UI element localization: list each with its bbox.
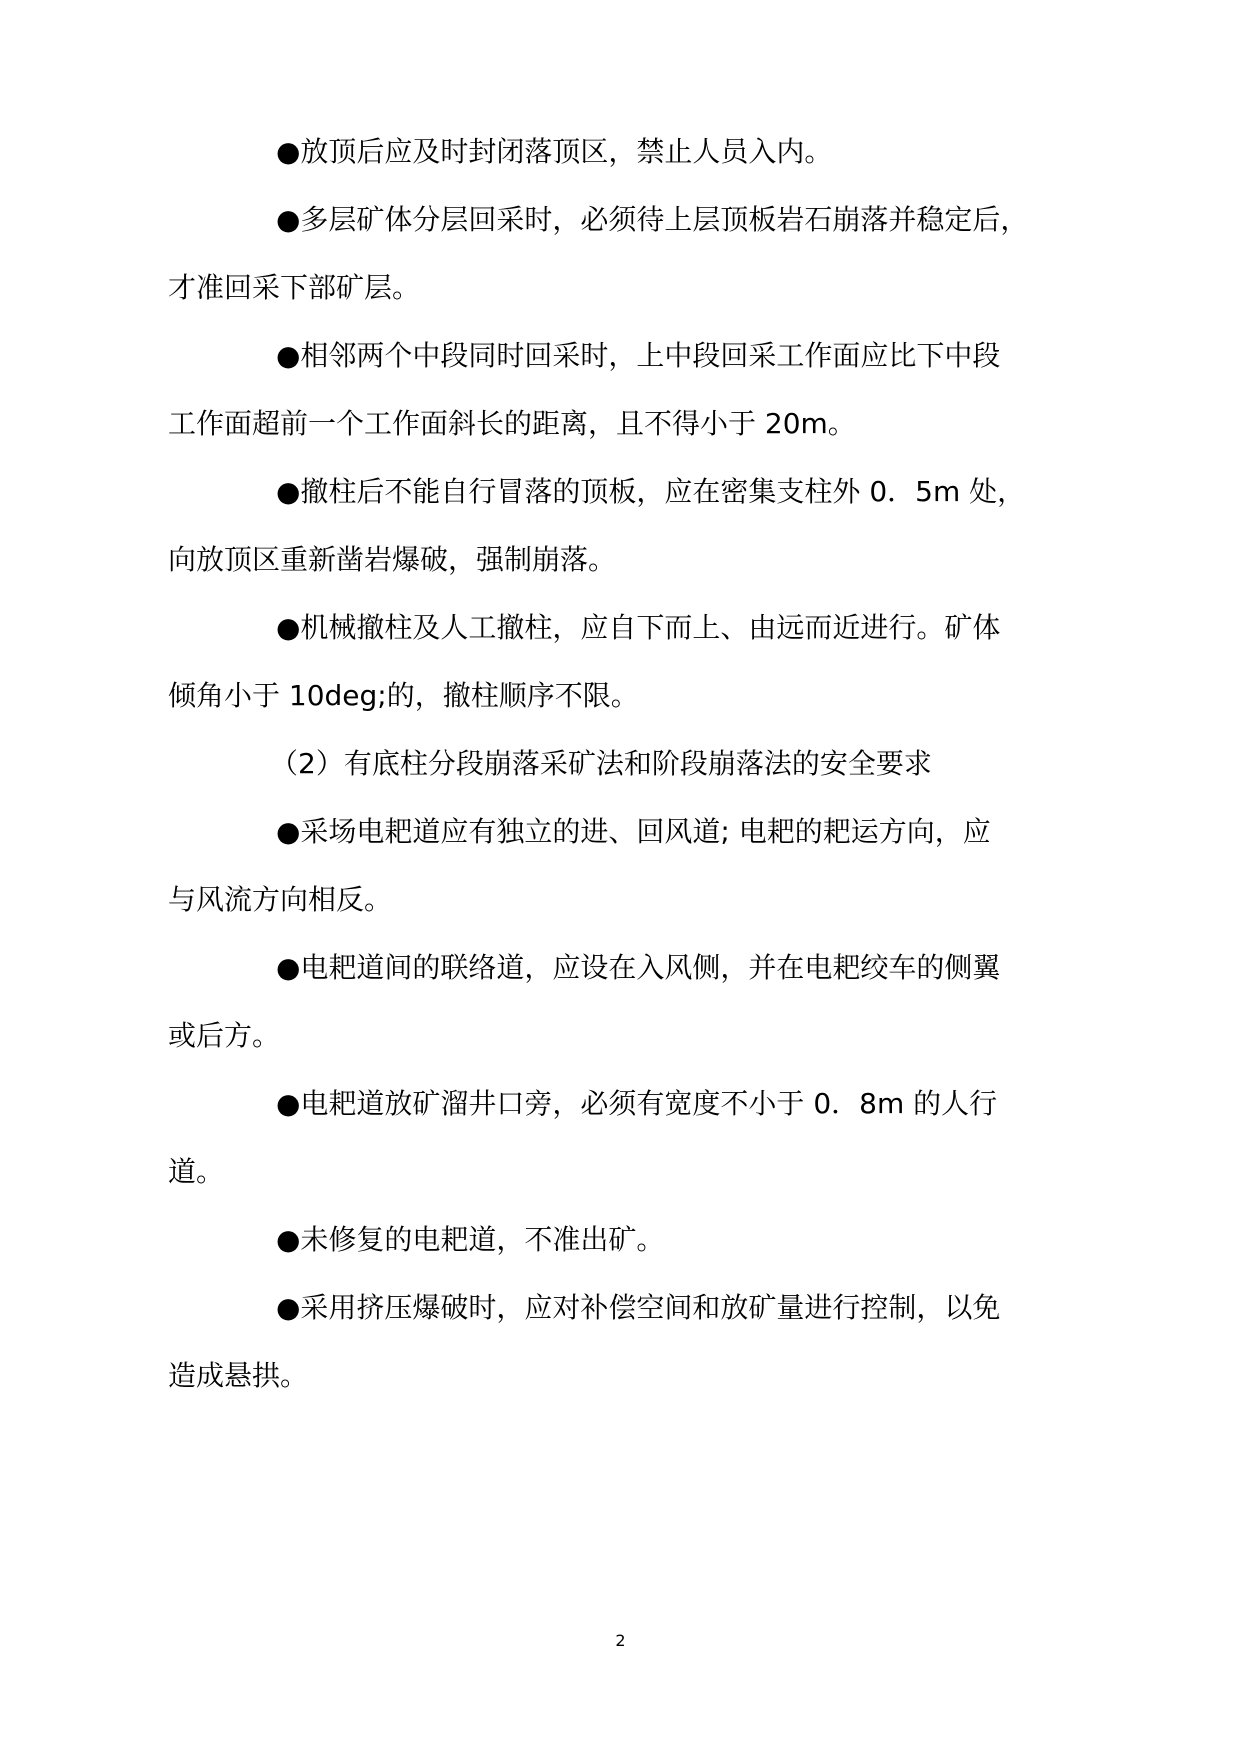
- paragraph-line: ●多层矿体分层回采时，必须待上层顶板岩石崩落并稳定后，: [276, 203, 1029, 236]
- paragraph-line: ●相邻两个中段同时回采时，上中段回采工作面应比下中段: [276, 339, 1001, 372]
- paragraph-line: ●撤柱后不能自行冒落的顶板，应在密集支柱外 0．5m 处，: [276, 475, 1026, 508]
- paragraph-line: 向放顶区重新凿岩爆破，强制崩落。: [168, 543, 617, 576]
- paragraph-line: 工作面超前一个工作面斜长的距离，且不得小于 20m。: [168, 407, 856, 440]
- paragraph-line: 或后方。: [168, 1019, 281, 1052]
- paragraph-line: ●未修复的电耙道，不准出矿。: [276, 1223, 665, 1256]
- paragraph-line: ●机械撤柱及人工撤柱，应自下而上、由远而近进行。矿体: [276, 611, 1001, 644]
- paragraph-line: 倾角小于 10deg;的，撤柱顺序不限。: [168, 679, 639, 712]
- paragraph-line: 才准回采下部矿层。: [168, 271, 421, 304]
- paragraph-line: 造成悬拱。: [168, 1359, 309, 1392]
- paragraph-line: ●采场电耙道应有独立的进、回风道; 电耙的耙运方向，应: [276, 815, 991, 848]
- paragraph-line: ●电耙道放矿溜井口旁，必须有宽度不小于 0．8m 的人行: [276, 1087, 998, 1120]
- paragraph-line: 道。: [168, 1155, 225, 1188]
- page-number: 2: [615, 1631, 626, 1650]
- paragraph-line: ●采用挤压爆破时，应对补偿空间和放矿量进行控制，以免: [276, 1291, 1001, 1324]
- paragraph-line: 与风流方向相反。: [168, 883, 393, 916]
- paragraph-line: ●放顶后应及时封闭落顶区，禁止人员入内。: [276, 135, 833, 168]
- paragraph-line: ●电耙道间的联络道，应设在入风侧，并在电耙绞车的侧翼: [276, 951, 1001, 984]
- section-heading: （2）有底柱分段崩落采矿法和阶段崩落法的安全要求: [270, 747, 932, 780]
